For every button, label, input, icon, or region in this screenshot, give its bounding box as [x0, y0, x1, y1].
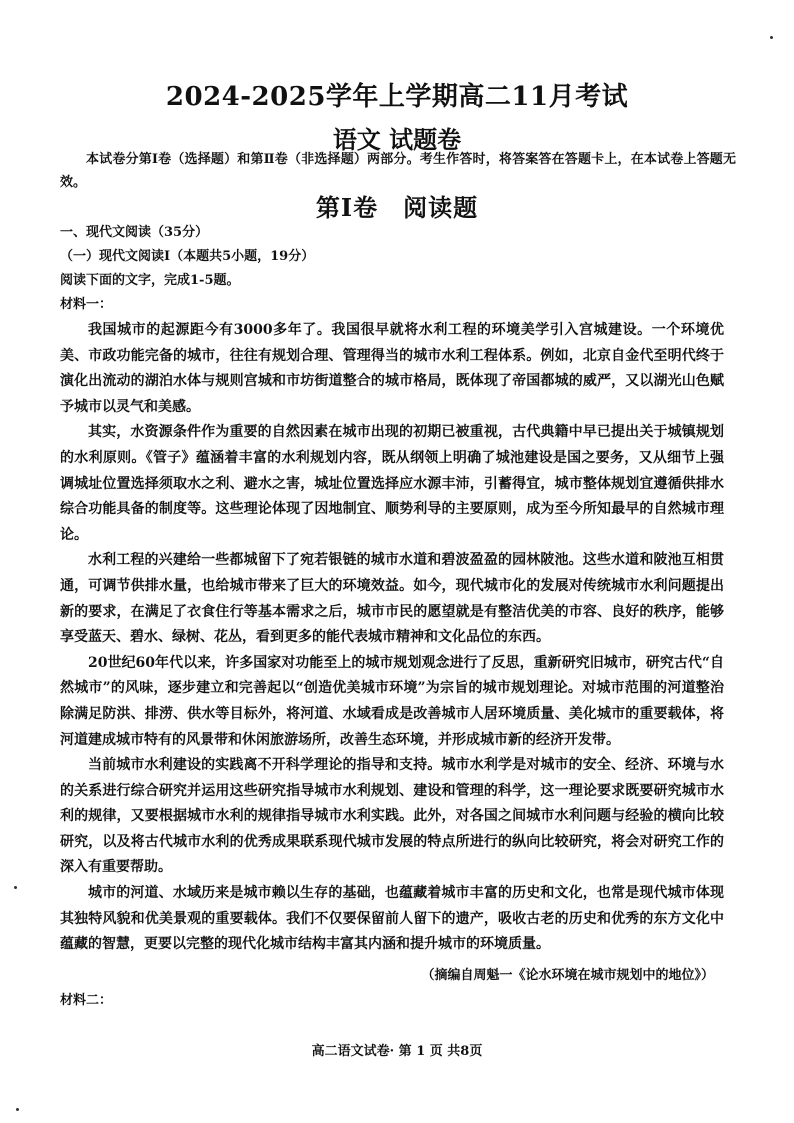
section-subheading: （一）现代文阅读Ⅰ（本题共5小题，19分） [60, 249, 315, 264]
exam-title: 2024-2025学年上学期高二11月考试 [165, 82, 629, 112]
scan-speck [14, 886, 17, 889]
exam-instructions: 本试卷分第Ⅰ卷（选择题）和第Ⅱ卷（非选择题）两部分。考生作答时，将答案答在答题卡上，在本试卷上答题无效。 [60, 152, 736, 190]
reading-direction: 阅读下面的文字，完成1-5题。 [60, 273, 240, 288]
part-title: 第Ⅰ卷 阅读题 [315, 193, 479, 222]
paragraph: 20世纪60年代以来，许多国家对功能至上的城市规划观念进行了反思，重新研究旧城市，研究古代“自然城市”的风味，逐步建立和完善起以“创造优美城市环境”为宗旨的城市规划理论。对城市范围的河道整治除满足防洪、排涝、供水等目标外，将河道、水域看成是改善城市人居环境质量、美化城市的重要载体，将河道建成城市特有的风景带和休闲旅游场所，改善生态环境，并形成城市新的经济开发带。 [60, 654, 724, 748]
material-one-body [60, 318, 724, 958]
paragraph: 其实，水资源条件作为重要的自然因素在城市出现的初期已被重视，古代典籍中早已提出关于城镇规划的水利原则。《管子》蕴涵着丰富的水利规划内容，既从纲领上明确了城池建设是国之要务，又从细节上强调城址位置选择须取水之利、避水之害，城址位置选择应水源丰沛，引蓄得宜，城市整体规划宜遵循供排水综合功能具备的制度等。这些理论体现了因地制宜、顺势利导的主要原则，成为至今所知最早的自然城市理论。 [60, 424, 724, 543]
material-one-label: 材料一： [60, 297, 113, 312]
scan-speck [770, 36, 773, 39]
paragraph: 城市的河道、水域历来是城市赖以生存的基础，也蕴藏着城市丰富的历史和文化，也常是现代城市体现其独特风貌和优美景观的重要载体。我们不仅要保留前人留下的遗产，吸收古老的历史和优秀的东方文化中蕴藏的智慧，更要以完整的现代化城市结构丰富其内涵和提升城市的环境质量。 [60, 885, 724, 953]
material-two-label: 材料二： [60, 993, 113, 1008]
scan-speck [16, 1108, 19, 1111]
exam-subtitle: 语文 试题卷 [332, 125, 462, 154]
paragraph: 当前城市水利建设的实践离不开科学理论的指导和支持。城市水利学是对城市的安全、经济、环境与水的关系进行综合研究并运用这些研究指导城市水利规划、建设和管理的科学，这一理论要求既要研究城市水利的规律，又要根据城市水利的规律指导城市水利实践。此外，对各国之间城市水利问题与经验的横向比较研究，以及将古代城市水利的优秀成果联系现代城市发展的特点所进行的纵向比较研究，将会对研究工作的深入有重要帮助。 [60, 757, 724, 876]
paragraph: 水利工程的兴建给一些都城留下了宛若银链的城市水道和碧波盈盈的园林陂池。这些水道和陂池互相贯通，可调节供排水量，也给城市带来了巨大的环境效益。如今，现代城市化的发展对传统城市水利问题提出新的要求，在满足了衣食住行等基本需求之后，城市市民的愿望就是有整洁优美的市容、良好的秩序，能够享受蓝天、碧水、绿树、花丛，看到更多的能代表城市精神和文化品位的东西。 [60, 552, 724, 646]
paragraph: 我国城市的起源距今有3000多年了。我国很早就将水利工程的环境美学引入宫城建设。一个环境优美、市政功能完备的城市，往往有规划合理、管理得当的城市水利工程体系。例如，北京自金代至明代终于演化出流动的湖泊水体与规则宫城和市坊街道整合的城市格局，既体现了帝国都城的威严，又以湖光山色赋予城市以灵气和美感。 [60, 322, 724, 415]
material-one-source: （摘编自周魁一《论水环境在城市规划中的地位》） [421, 968, 714, 983]
page-footer: 高二语文试卷· 第 1 页 共8页 [311, 1044, 483, 1059]
section-heading: 一、现代文阅读（35分） [60, 225, 209, 240]
